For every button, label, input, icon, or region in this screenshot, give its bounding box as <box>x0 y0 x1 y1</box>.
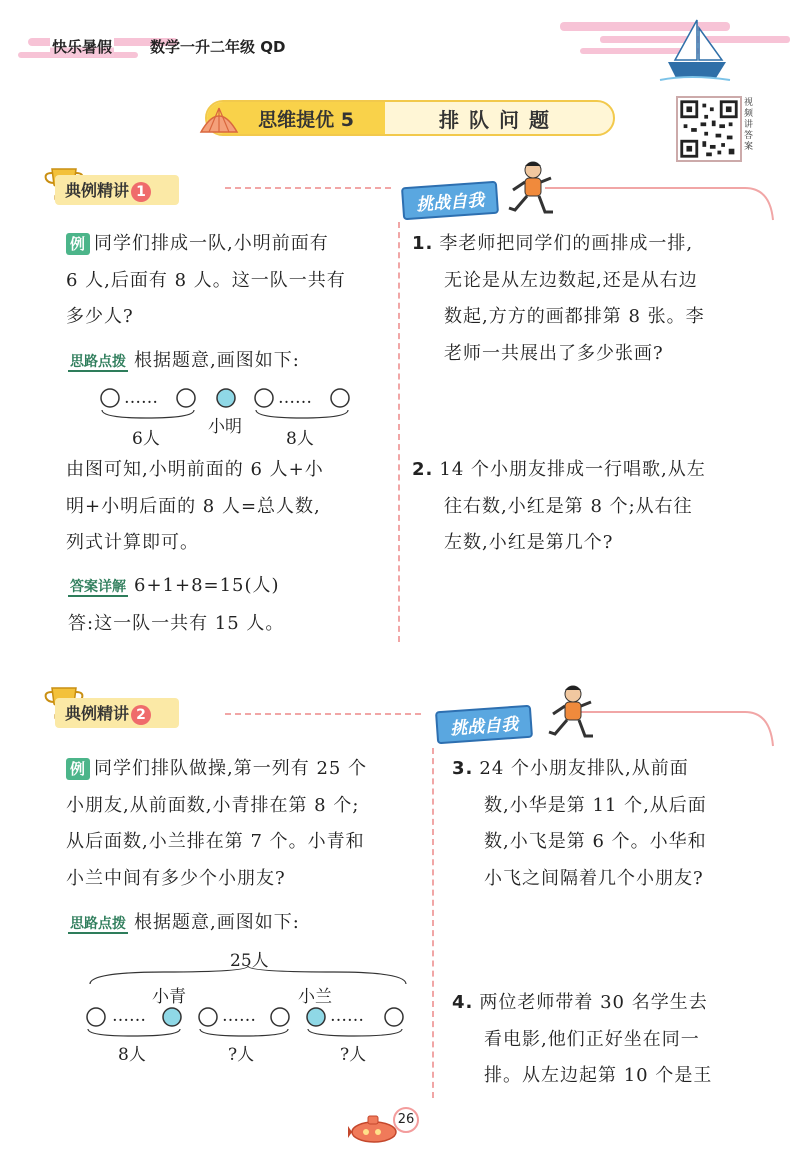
hint-label: 思路点拨 <box>70 916 126 932</box>
section2-challenge-badge: 挑战自我 <box>435 705 533 745</box>
section2-divider <box>432 748 434 1098</box>
runner-icon <box>545 684 595 746</box>
section1-challenge-badge: 挑战自我 <box>401 181 499 221</box>
diagram1-middle-label: 小明 <box>208 417 242 437</box>
hint1 <box>68 343 398 381</box>
lesson-title-bar <box>205 100 615 136</box>
example1-line: 例 同学们排成一队,小明前面有 <box>66 226 396 263</box>
example2-line: 从后面数,小兰排在第 7 个。小青和 <box>66 831 365 852</box>
hint2 <box>68 905 428 943</box>
shell-icon <box>197 100 241 136</box>
section1-divider <box>398 222 400 642</box>
section2-heading-text: 典例精讲 <box>65 704 130 723</box>
diagram1-right-count: 8人 <box>286 429 314 449</box>
question4-number: 4. <box>452 992 474 1013</box>
question3-number: 3. <box>452 758 474 779</box>
question2: 2. 14 个小朋友排成一行唱歌,从左 往右数,小红是第 8 个;从右往 左数,小红是第几个? <box>412 459 706 553</box>
diagram2-dots: …… <box>222 1006 256 1026</box>
example1 <box>66 226 396 336</box>
lesson-number: 思维提优 5 <box>207 102 385 134</box>
section2-number: 2 <box>131 705 151 725</box>
diagram2-dots: …… <box>330 1006 364 1026</box>
diagram1-left-count: 6人 <box>132 429 160 449</box>
question1-number: 1. <box>412 233 434 254</box>
submarine-icon <box>348 1110 398 1144</box>
question3: 3. 24 个小朋友排队,从前面 数,小华是第 11 个,从后面 数,小飞是第 6 个。小华和 小飞之间隔着几个小朋友? <box>452 758 707 889</box>
example2-line: 小兰中间有多少个小朋友? <box>66 867 286 889</box>
explanation-line: 列式计算即可。 <box>66 532 199 553</box>
page-number: 26 <box>393 1107 419 1133</box>
explanation-line: 由图可知,小明前面的 6 人+小 <box>66 459 324 480</box>
answer-label: 答案详解 <box>70 579 126 595</box>
example2: 例 同学们排队做操,第一列有 25 个 小朋友,从前面数,小青排在第 8 个; 从后面数,小兰排在第 7 个。小青和 小兰中间有多少个小朋友? <box>66 751 432 897</box>
explanation-line: 明+小明后面的 8 人=总人数, <box>66 495 321 517</box>
diagram2-count-c: ?人 <box>340 1045 367 1065</box>
diagram2-name-b: 小兰 <box>298 987 332 1007</box>
queue-diagram-2 <box>84 960 414 1040</box>
example1-line: 多少人? <box>66 306 134 327</box>
hint-text: 根据题意,画图如下: <box>134 912 300 933</box>
section1-number: 1 <box>131 182 151 202</box>
header-decoration <box>0 0 800 90</box>
qr-caption: 视频讲答案 <box>744 98 754 152</box>
answer1 <box>68 568 398 642</box>
diagram2-count-b: ?人 <box>228 1045 255 1065</box>
answer-formula: 6+1+8=15(人) <box>134 575 280 596</box>
question1: 1. 李老师把同学们的画排成一排, 无论是从左边数起,还是从右边 数起,方方的画都排第 8 张。李 老师一共展出了多少张画? <box>412 233 705 364</box>
lesson-title: 排队问题 <box>439 107 559 132</box>
section2-heading <box>55 698 179 728</box>
example-badge: 例 <box>66 758 90 780</box>
hint-text: 根据题意,画图如下: <box>134 350 300 371</box>
runner-icon <box>505 160 555 222</box>
diagram2-count-a: 8人 <box>118 1045 146 1065</box>
diagram2-name-a: 小青 <box>152 987 186 1007</box>
qr-code-icon[interactable] <box>676 96 742 162</box>
diagram1-left-dots: …… <box>124 388 158 408</box>
question2-number: 2. <box>412 459 434 480</box>
series-label: 快乐暑假 <box>52 38 113 56</box>
diagram2-dots: …… <box>112 1006 146 1026</box>
diagram2-total: 25人 <box>230 951 269 971</box>
explanation1 <box>66 452 396 562</box>
question4: 4. 两位老师带着 30 名学生去 看电影,他们正好坐在同一 排。从左边起第 10 个是王 <box>452 992 713 1086</box>
answer-text: 答:这一队一共有 15 人。 <box>68 612 285 634</box>
section1-heading <box>55 175 179 205</box>
section1-frame-line <box>225 180 780 230</box>
book-label: 数学一升二年级 QD <box>150 38 286 56</box>
example2-line: 小朋友,从前面数,小青排在第 8 个; <box>66 794 360 816</box>
example-badge: 例 <box>66 233 90 255</box>
diagram1-right-dots: …… <box>278 388 312 408</box>
section1-heading-text: 典例精讲 <box>65 181 130 200</box>
example1-line: 6 人,后面有 8 人。这一队一共有 <box>66 269 346 291</box>
hint-label: 思路点拨 <box>70 354 126 370</box>
